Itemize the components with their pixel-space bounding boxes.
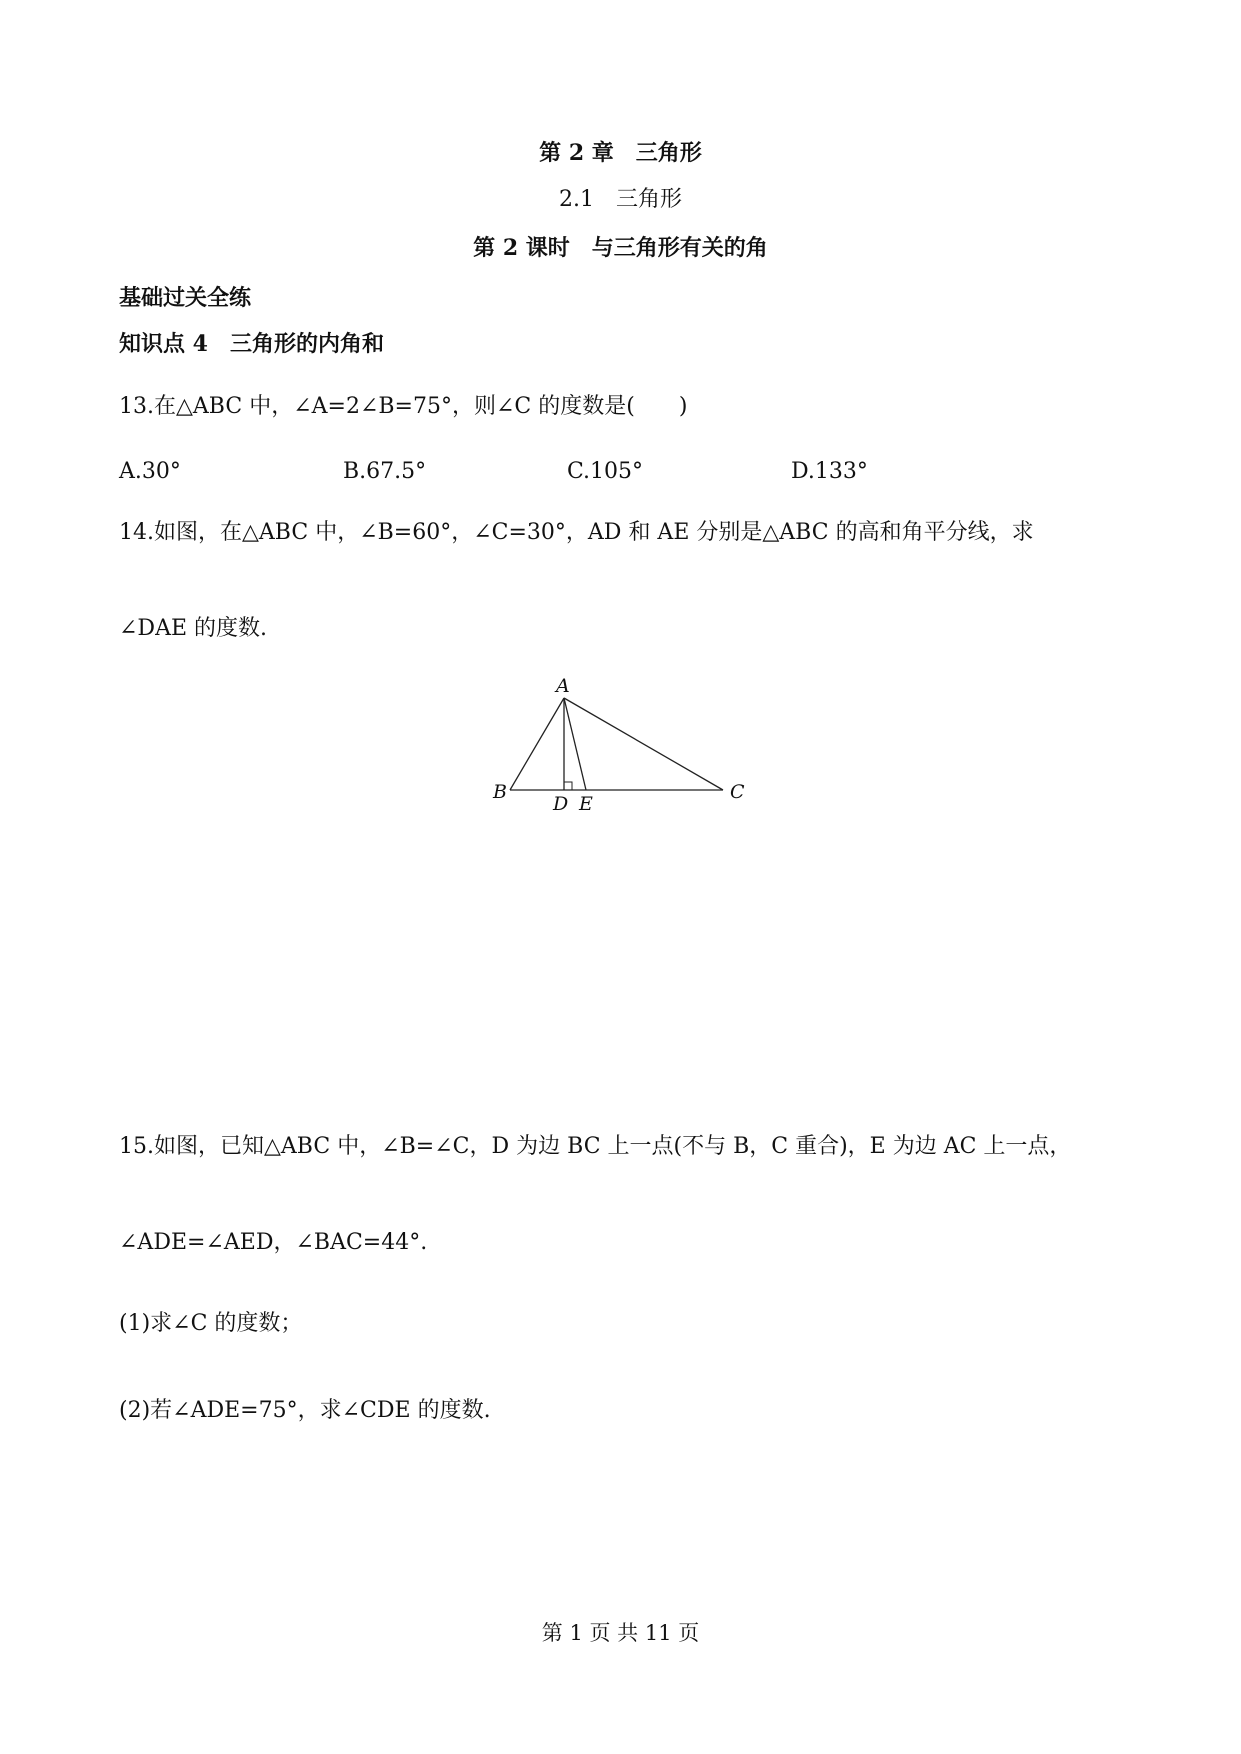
- bisector-ae: [564, 698, 586, 790]
- triangle-figure: [490, 676, 760, 818]
- question-14-line-1: 14.如图，在△ABC 中，∠B=60°，∠C=30°，AD 和 AE 分别是△ABC 的高和角平分线，求: [119, 520, 1034, 545]
- knowledge-point-heading: 知识点 4 三角形的内角和: [119, 331, 384, 357]
- label-d: D: [553, 793, 569, 815]
- side-ac: [564, 698, 723, 790]
- question-15-line-1: 15.如图，已知△ABC 中，∠B=∠C，D 为边 BC 上一点(不与 B，C 重合)，E 为边 AC 上一点，: [119, 1134, 1072, 1159]
- right-angle-mark: [564, 782, 572, 790]
- label-b: B: [493, 781, 507, 803]
- lesson-title: 第 2 课时 与三角形有关的角: [473, 235, 768, 261]
- question-15-part-2: (2)若∠ADE=75°，求∠CDE 的度数.: [119, 1398, 491, 1423]
- question-13-option-d: D.133°: [791, 459, 868, 484]
- question-15-line-2: ∠ADE=∠AED，∠BAC=44°.: [119, 1230, 428, 1255]
- question-13-option-b: B.67.5°: [343, 459, 427, 484]
- label-a: A: [556, 676, 570, 697]
- practice-heading: 基础过关全练: [119, 285, 252, 311]
- question-14-line-2: ∠DAE 的度数.: [119, 616, 268, 641]
- side-ab: [510, 698, 564, 790]
- section-title: 2.1 三角形: [559, 187, 682, 212]
- label-c: C: [730, 781, 745, 803]
- page-footer: 第 1 页 共 11 页: [541, 1621, 700, 1645]
- question-13-option-c: C.105°: [567, 459, 644, 484]
- question-13-stem: 13.在△ABC 中，∠A=2∠B=75°，则∠C 的度数是( ): [119, 394, 688, 419]
- chapter-title: 第 2 章 三角形: [539, 140, 702, 166]
- question-13-option-a: A.30°: [119, 459, 181, 484]
- label-e: E: [579, 793, 593, 815]
- question-15-part-1: (1)求∠C 的度数；: [119, 1311, 303, 1336]
